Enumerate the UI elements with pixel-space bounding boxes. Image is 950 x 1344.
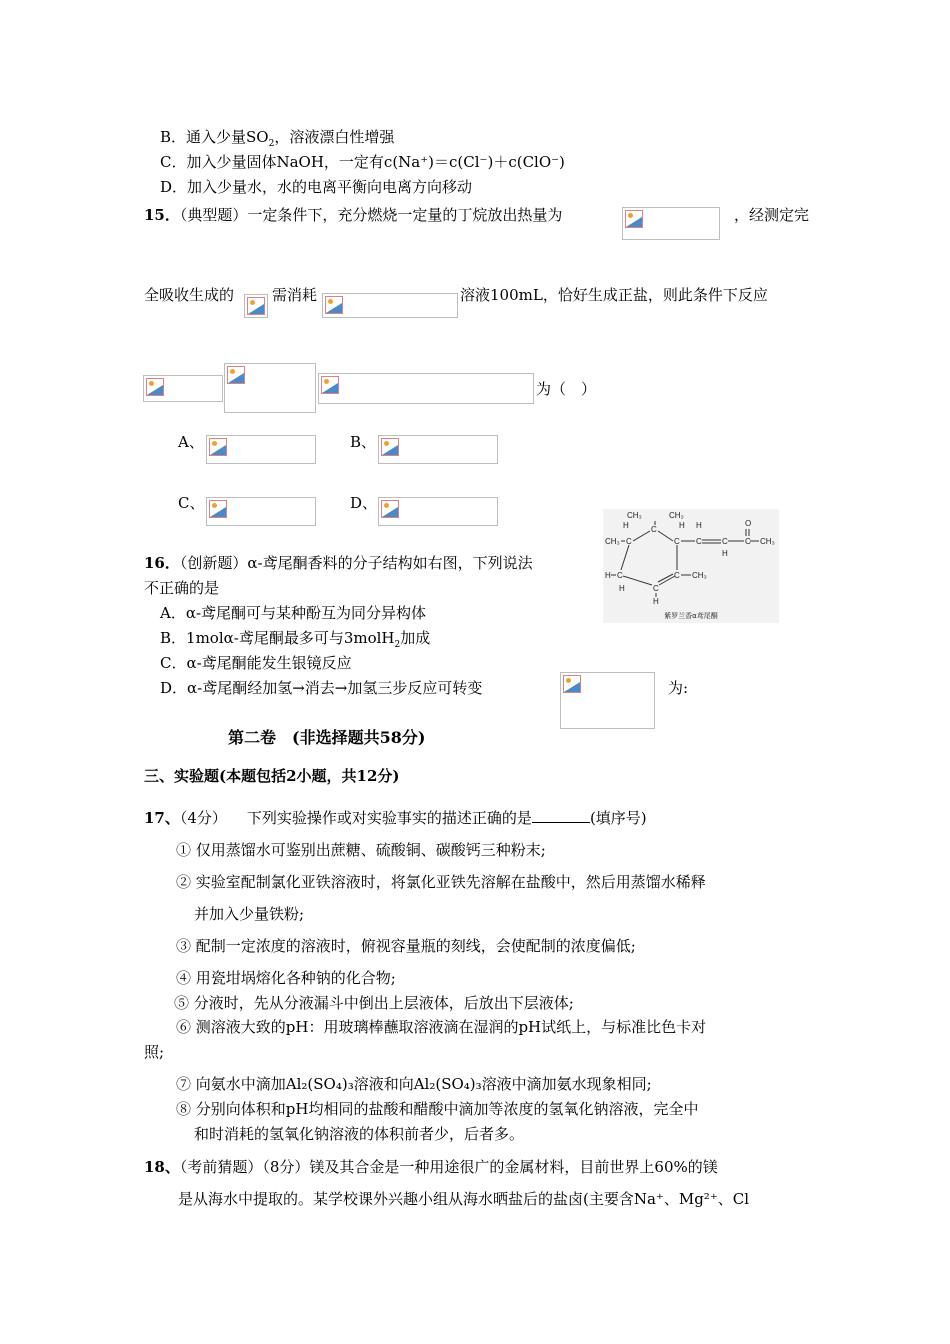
q17-item-1: ① 仅用蒸馏水可鉴别出蔗糖、硫酸铜、碳酸钙三种粉末; (176, 841, 546, 859)
svg-text:C: C (722, 537, 728, 546)
q15-line1: 15．（典型题）一定条件下，充分燃烧一定量的丁烷放出热量为 (144, 206, 563, 224)
q17-item-2: ② 实验室配制氯化亚铁溶液时，将氯化亚铁先溶解在盐酸中，然后用蒸馏水稀释 (176, 873, 706, 891)
q16-option-a: A．α-鸢尾酮可与某种酚互为同分异构体 (160, 604, 427, 622)
broken-image-equation-part3 (318, 373, 534, 404)
image-placeholder-icon (227, 366, 245, 384)
broken-image-option-d (378, 497, 498, 526)
svg-text:CH₃: CH₃ (760, 537, 775, 546)
q17-item-8-cont: 和时消耗的氢氧化钠溶液的体积前者少，后者多。 (194, 1125, 525, 1143)
q17-item-6-cont: 照; (144, 1043, 165, 1061)
q17-item-3: ③ 配制一定浓度的溶液时，俯视容量瓶的刻线，会使配制的浓度偏低; (176, 937, 636, 955)
q15-option-c-label: C、 (178, 494, 205, 512)
svg-text:C: C (626, 537, 632, 546)
image-placeholder-icon (209, 500, 227, 518)
svg-text:H: H (696, 521, 702, 530)
svg-text:C: C (696, 537, 702, 546)
q15-option-d-label: D、 (350, 494, 378, 512)
alpha-irone-structure-figure (603, 509, 779, 623)
svg-text:C: C (674, 537, 680, 546)
q18-number: 18、 (144, 1158, 180, 1176)
q16-option-d-end: 为: (668, 679, 689, 697)
svg-text:C: C (745, 537, 751, 546)
q14-option-b-label: B． (160, 128, 187, 146)
svg-text:H: H (623, 521, 629, 530)
image-placeholder-icon (563, 675, 581, 693)
q16-option-b: B．1molα-鸢尾酮最多可与3molH$_2$加成 (160, 629, 431, 650)
broken-image-equation-part1 (143, 375, 223, 402)
q16-line2: 不正确的是 (144, 579, 220, 597)
broken-image-formula (322, 293, 458, 318)
q16-option-c: C．α-鸢尾酮能发生银镜反应 (160, 654, 352, 672)
q15-line2-a: 全吸收生成的 (144, 286, 235, 304)
image-placeholder-icon (381, 500, 399, 518)
q15-line3-end: 为（ ） (536, 380, 597, 398)
image-placeholder-icon (625, 210, 643, 228)
broken-image-formula (244, 294, 268, 318)
svg-text:C: C (651, 525, 657, 534)
q15-line2-b: 需消耗 (272, 286, 318, 304)
q17-item-2-cont: 并加入少量铁粉; (194, 905, 305, 923)
image-placeholder-icon (146, 378, 164, 396)
q17-stem: 17、（4分） 下列实验操作或对实验事实的描述正确的是 (填序号) (144, 809, 647, 827)
broken-image-formula (622, 207, 720, 240)
q15-option-b-label: B、 (350, 433, 377, 451)
q18-line1: 18、（考前猜题）（8分）镁及其合金是一种用途很广的金属材料，目前世界上60%的镁 (144, 1158, 718, 1176)
broken-image-option-a (206, 435, 316, 464)
svg-text:CH₃: CH₃ (605, 537, 620, 546)
svg-text:O: O (745, 519, 752, 528)
q14-option-d: D．加入少量水，水的电离平衡向电离方向移动 (160, 178, 473, 196)
q16-number: 16． (144, 554, 180, 572)
image-placeholder-icon (209, 438, 227, 456)
svg-text:C: C (653, 584, 659, 593)
image-placeholder-icon (381, 438, 399, 456)
section3-heading: 三、实验题(本题包括2小题，共12分) (144, 767, 400, 785)
part2-title: 第二卷 (非选择题共58分) (228, 728, 426, 747)
svg-text:H: H (605, 571, 611, 580)
q15-number: 15． (144, 206, 180, 224)
q17-item-4: ④ 用瓷坩埚熔化各种钠的化合物; (176, 969, 396, 987)
broken-image-product-structure (560, 672, 655, 729)
svg-text:CH₃: CH₃ (627, 511, 642, 520)
svg-text:C: C (617, 571, 623, 580)
svg-text:CH₃: CH₃ (692, 571, 707, 580)
answer-blank (532, 808, 590, 823)
q15-line2-c: 溶液100mL，恰好生成正盐，则此条件下反应 (460, 286, 768, 304)
q15-line1-end: ，经测定完 (734, 206, 810, 224)
q16-option-d: D．α-鸢尾酮经加氢→消去→加氢三步反应可转变 (160, 679, 483, 697)
q17-number: 17、 (144, 809, 180, 827)
svg-text:H: H (722, 549, 728, 558)
svg-text:H: H (679, 521, 685, 530)
svg-text:H: H (653, 597, 659, 606)
q17-item-8: ⑧ 分别向体积和pH均相同的盐酸和醋酸中滴加等浓度的氢氧化钠溶液，完全中 (176, 1100, 699, 1118)
image-placeholder-icon (321, 376, 339, 394)
image-placeholder-icon (325, 296, 343, 314)
molecule-structure-drawing (603, 509, 779, 623)
broken-image-option-b (378, 435, 498, 464)
q17-item-5: ⑤ 分液时，先从分液漏斗中倒出上层液体，后放出下层液体; (174, 994, 574, 1012)
svg-text:C: C (674, 571, 680, 580)
q15-option-a-label: A、 (178, 433, 204, 451)
broken-image-option-c (206, 497, 316, 526)
q16-line1: 16．（创新题）α-鸢尾酮香料的分子结构如右图，下列说法 (144, 554, 533, 572)
q14-option-c: C．加入少量固体NaOH，一定有c(Na⁺)＝c(Cl⁻)＋c(ClO⁻) (160, 153, 565, 171)
image-placeholder-icon (247, 297, 265, 315)
structure-caption: 紫罗兰香α鸢尾酮 (664, 612, 718, 620)
q17-item-6: ⑥ 测溶液大致的pH：用玻璃棒蘸取溶液滴在湿润的pH试纸上，与标准比色卡对 (176, 1018, 707, 1036)
q14-option-b: B．通入少量$SO_2$，溶液漂白性增强 (160, 128, 395, 149)
svg-text:H: H (619, 584, 625, 593)
broken-image-equation-part2 (224, 363, 316, 413)
q17-item-7: ⑦ 向氨水中滴加Al₂(SO₄)₃溶液和向Al₂(SO₄)₃溶液中滴加氨水现象相同; (176, 1075, 652, 1093)
q18-line2: 是从海水中提取的。某学校课外兴趣小组从海水晒盐后的盐卤(主要含Na⁺、Mg²⁺、Cl (178, 1190, 750, 1208)
svg-text:CH₃: CH₃ (669, 511, 684, 520)
